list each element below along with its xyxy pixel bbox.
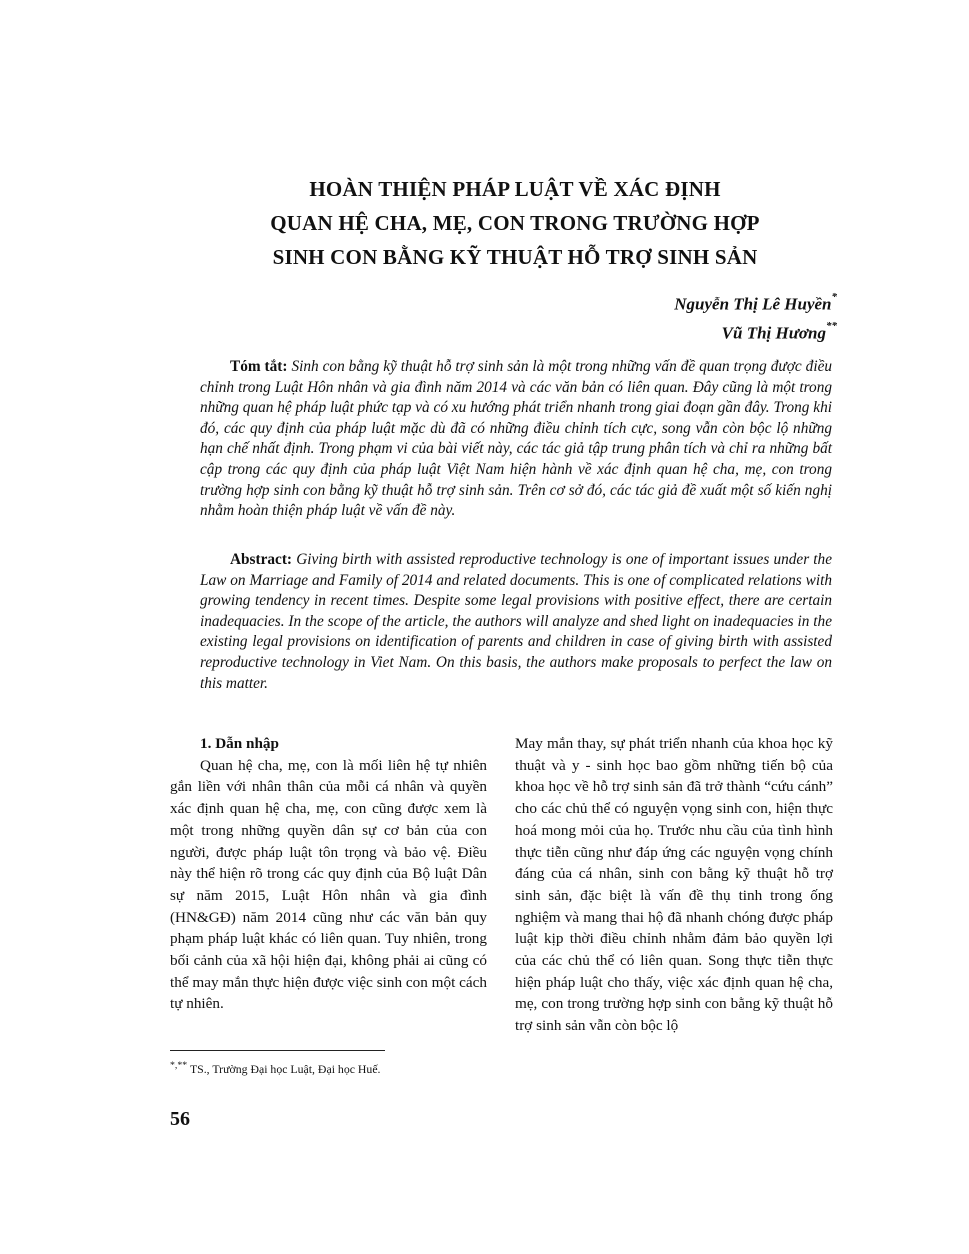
summary-label: Tóm tắt: — [230, 358, 288, 375]
abstract-label: Abstract: — [230, 551, 293, 568]
article-title — [100, 172, 930, 274]
footnote — [170, 1058, 381, 1077]
title-line-1: HOÀN THIỆN PHÁP LUẬT VỀ XÁC ĐỊNH — [309, 177, 721, 201]
author-2-name: Vũ Thị Hương — [721, 323, 826, 343]
summary-text: Sinh con bằng kỹ thuật hỗ trợ sinh sản là một trong những vấn đề quan trọng được điều chỉnh trong Luật Hôn nhân và gia đình năm 2014 và các văn bản có liên quan. Đây cũng là một trong những quan hệ pháp luật phức tạp và có xu hướng phát triển nhanh trong giai đoạn gần đây. Trong khi đó, các quy định của pháp luật mặc dù đã có những điều chỉnh tích cực, song vẫn còn bộc lộ những hạn chế nhất định. Trong phạm vi của bài viết này, các tác giả tập trung phân tích và chỉ ra những bất cập trong các quy định của pháp luật Việt Nam hiện hành về xác định quan hệ cha, mẹ, con trong trường hợp sinh con bằng kỹ thuật hỗ trợ sinh sản. Trên cơ sở đó, các tác giả đề xuất một số kiến nghị nhằm hoàn thiện pháp luật về vấn đề này. — [200, 358, 833, 520]
abstract-paragraph — [200, 550, 832, 694]
summary-paragraph — [200, 357, 832, 522]
page-number: 56 — [170, 1108, 190, 1130]
author-block — [674, 288, 837, 345]
footnote-text: TS., Trường Đại học Luật, Đại học Huế. — [189, 1061, 381, 1076]
footnote-marks: *,** — [170, 1060, 188, 1071]
title-line-2: QUAN HỆ CHA, MẸ, CON TRONG TRƯỜNG HỢP — [270, 211, 760, 235]
footnote-divider — [170, 1050, 385, 1051]
author-2 — [674, 317, 837, 346]
author-1-name: Nguyễn Thị Lê Huyền — [674, 294, 832, 314]
author-1 — [674, 288, 837, 317]
author-2-mark: ** — [826, 319, 837, 332]
body-text-right: May mắn thay, sự phát triển nhanh của khoa học kỹ thuật và y - sinh học bao gồm những tiến bộ của khoa học về hỗ trợ sinh sản đã trở thành “cứu cánh” cho các chủ thể có nguyện vọng sinh con, hiện thực hoá mong mỏi của họ. Trước nhu cầu của tình hình thực tiễn cũng như đáp ứng các nguyện vọng chính đáng của cá nhân, sinh con bằng kỹ thuật hỗ trợ sinh sản, đặc biệt là vấn đề thụ tinh trong ống nghiệm và mang thai hộ đã nhanh chóng được pháp luật kịp thời điều chỉnh nhằm đảm bảo quyền lợi của các chủ thể có liên quan. Song thực tiễn thực hiện pháp luật cho thấy, việc xác định quan hệ cha, mẹ, con trong trường hợp sinh con bằng kỹ thuật hỗ trợ sinh sản vẫn còn bộc lộ — [515, 735, 833, 1035]
body-text-left: Quan hệ cha, mẹ, con là mối liên hệ tự nhiên gắn liền với nhân thân của mỗi cá nhân và quyền xác định quan hệ cha, mẹ, con cũng được xem là một trong những quyền dân sự cơ bản của con người, được pháp luật tôn trọng và bảo vệ. Điều này thể hiện rõ trong các quy định của Bộ luật Dân sự năm 2015, Luật Hôn nhân và gia đình (HN&GĐ) năm 2014 cũng như các văn bản quy phạm pháp luật khác có liên quan. Tuy nhiên, trong bối cảnh của xã hội hiện đại, không phải ai cũng có thể may mắn thực hiện được việc sinh con một cách tự nhiên. — [170, 756, 487, 1013]
author-1-mark: * — [831, 291, 837, 303]
body-column-left — [170, 733, 487, 1015]
title-line-3: SINH CON BẰNG KỸ THUẬT HỖ TRỢ SINH SẢN — [272, 245, 758, 269]
body-column-right — [515, 733, 833, 1037]
section-heading: 1. Dẫn nhập — [200, 735, 279, 752]
abstract-text: Giving birth with assisted reproductive technology is one of important issues under the Law on Marriage and Family of 2014 and related documents. This is one of complicated relations with growing tendency in recent times. Despite some legal provisions with positive effect, there are certain inadequacies. In the scope of the article, the authors will analyze and shed light on inadequacies in the existing legal provisions on identification of parents and children in case of giving birth with assisted reproductive technology in Viet Nam. On this basis, the authors make proposals to perfect the law on this matter. — [200, 551, 832, 692]
